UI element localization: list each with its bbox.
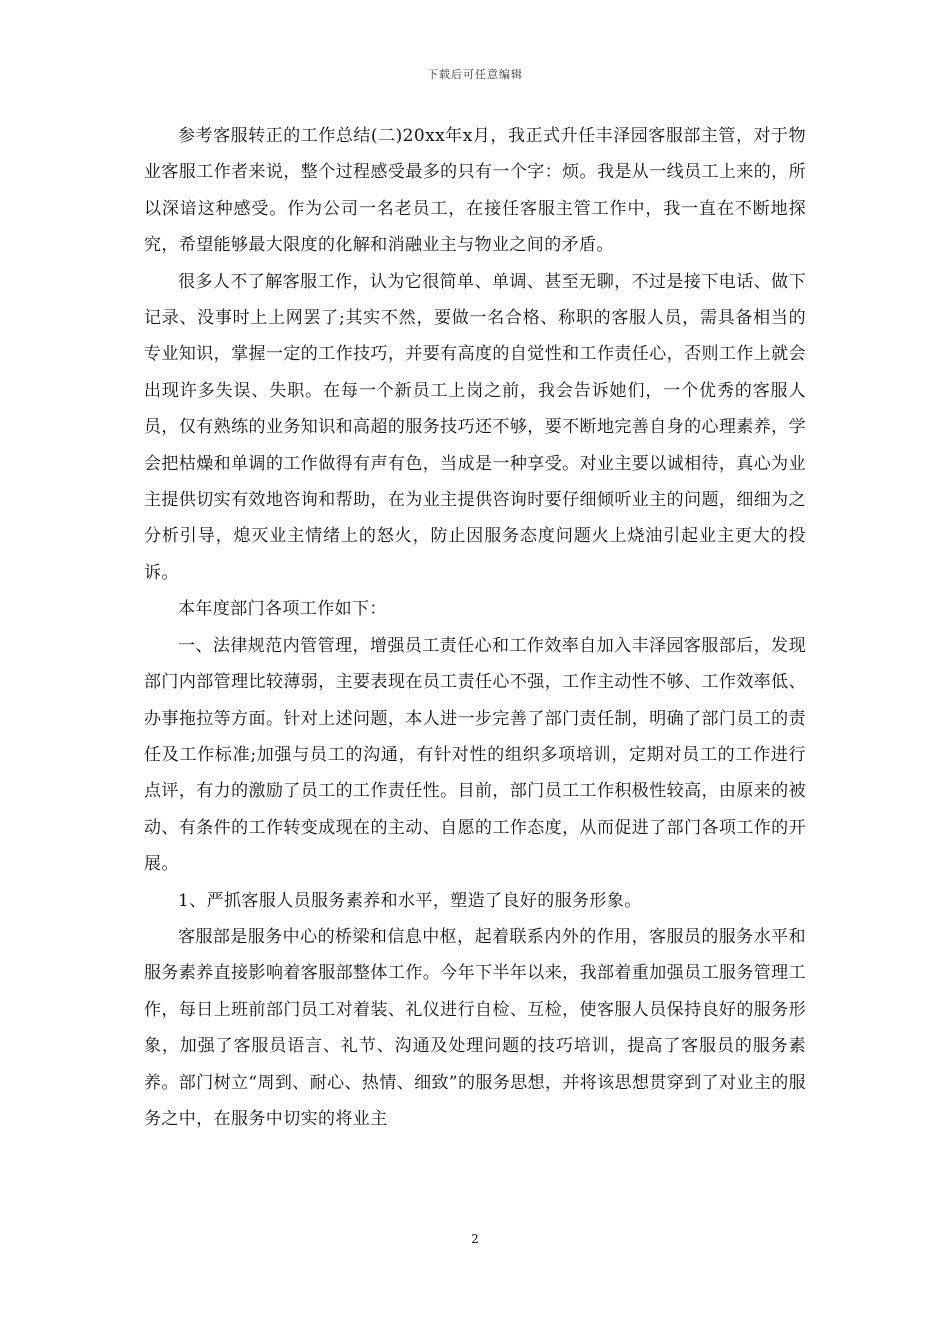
header-note: 下载后可任意编辑 [427, 68, 523, 81]
paragraph-intro: 参考客服转正的工作总结(二)20xx年x月，我正式升任丰泽园客服部主管，对于物业客服工作者来说，整个过程感受最多的只有一个字：烦。我是从一线员工上来的，所以深谙这种感受。作为公司一名老员工，在接任客服主管工作中，我一直在不断地探究，希望能够最大限度的化解和消融业主与物业之间的矛盾。 [144, 126, 806, 256]
paragraph-customer-service: 很多人不了解客服工作，认为它很简单、单调、甚至无聊，不过是接下电话、做下记录、没事时上上网罢了;其实不然，要做一名合格、称职的客服人员，需具备相当的专业知识，掌握一定的工作技巧，并要有高度的自觉性和工作责任心，否则工作上就会出现许多失误、失职。在每一个新员工上岗之前，我会告诉她们，一个优秀的客服人员，仅有熟练的业务知识和高超的服务技巧还不够，要不断地完善自身的心理素养，学会把枯燥和单调的工作做得有声有色，当成是一种享受。对业主要以诚相待，真心为业主提供切实有效地咨询和帮助，在为业主提供咨询时要仔细倾听业主的问题，细细为之分析引导，熄灭业主情绪上的怒火，防止因服务态度问题火上烧油引起业主更大的投诉。 [144, 271, 806, 583]
paragraph-service-hub: 客服部是服务中心的桥梁和信息中枢，起着联系内外的作用，客服员的服务水平和服务素养直接影响着客服部整体工作。今年下半年以来，我部着重加强员工服务管理工作，每日上班前部门员工对着装、礼仪进行自检、互检，使客服人员保持良好的服务形象，加强了客服员语言、礼节、沟通及处理问题的技巧培训，提高了客服员的服务素养。部门树立“周到、耐心、热情、细致”的服务思想，并将该思想贯穿到了对业主的服务之中，在服务中切实的将业主 [144, 926, 806, 1129]
document-body [144, 118, 806, 1137]
page-footer [0, 1232, 950, 1246]
page-number: 2 [471, 1232, 479, 1246]
paragraph-work-list-heading: 本年度部门各项工作如下： [178, 599, 387, 620]
paragraph-item-one: 1、严抓客服人员服务素养和水平，塑造了良好的服务形象。 [178, 890, 642, 911]
paragraph-section-one: 一、法律规范内管管理，增强员工责任心和工作效率自加入丰泽园客服部后，发现部门内部管理比较薄弱，主要表现在员工责任心不强，工作主动性不够、工作效率低、办事拖拉等方面。针对上述问题，本人进一步完善了部门责任制，明确了部门员工的责任及工作标准;加强与员工的沟通，有针对性的组织多项培训，定期对员工的工作进行点评，有力的激励了员工的工作责任性。目前，部门员工工作积极性较高，由原来的被动、有条件的工作转变成现在的主动、自愿的工作态度，从而促进了部门各项工作的开展。 [144, 635, 806, 875]
page-header [0, 66, 950, 82]
